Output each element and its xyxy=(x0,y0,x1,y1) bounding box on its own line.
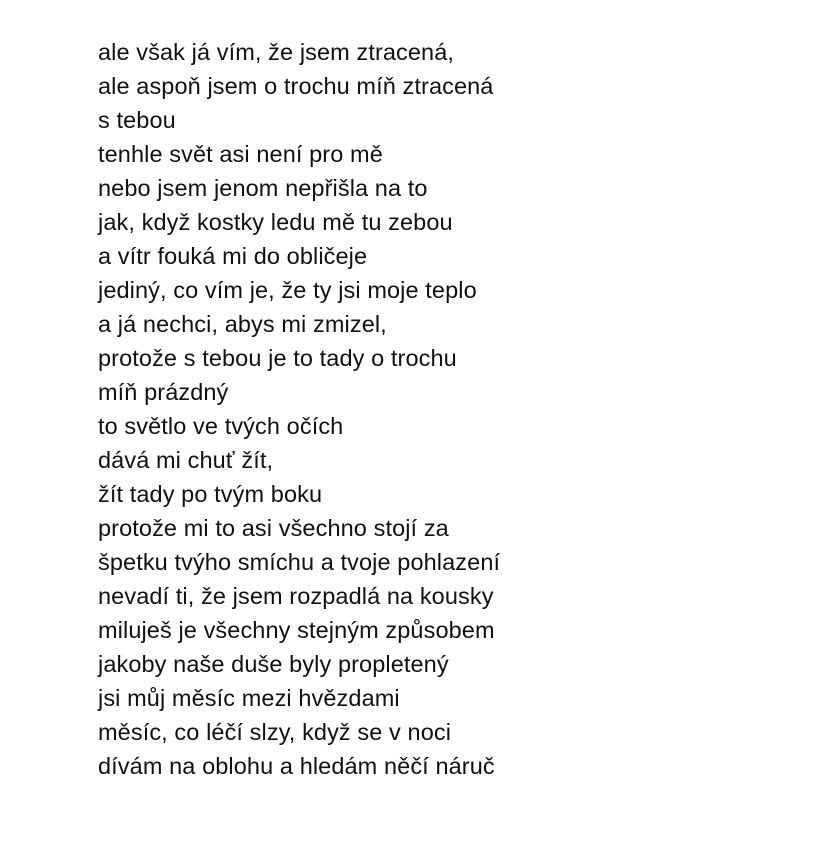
poem-line: to světlo ve tvých očích xyxy=(98,413,344,439)
poem-line: dává mi chuť žít, xyxy=(98,447,274,473)
poem-line: miluješ je všechny stejným způsobem xyxy=(98,617,495,643)
poem-line: dívám na oblohu a hledám něčí náruč xyxy=(98,753,495,779)
poem-line: s tebou xyxy=(98,107,176,133)
poem-line: špetku tvýho smíchu a tvoje pohlazení xyxy=(98,549,501,575)
poem-line: žít tady po tvým boku xyxy=(98,481,323,507)
poem-text xyxy=(98,35,798,783)
poem-line: míň prázdný xyxy=(98,379,229,405)
poem-line: nebo jsem jenom nepřišla na to xyxy=(98,175,428,201)
poem-line: nevadí ti, že jsem rozpadlá na kousky xyxy=(98,583,494,609)
poem-line: jak, když kostky ledu mě tu zebou xyxy=(98,209,453,235)
poem-line: ale aspoň jsem o trochu míň ztracená xyxy=(98,73,494,99)
poem-line: jediný, co vím je, že ty jsi moje teplo xyxy=(98,277,477,303)
poem-line: jsi můj měsíc mezi hvězdami xyxy=(98,685,400,711)
poem-line: a vítr fouká mi do obličeje xyxy=(98,243,368,269)
poem-line: ale však já vím, že jsem ztracená, xyxy=(98,39,455,65)
poem-line: a já nechci, abys mi zmizel, xyxy=(98,311,387,337)
poem-line: jakoby naše duše byly propletený xyxy=(98,651,449,677)
poem-line: měsíc, co léčí slzy, když se v noci xyxy=(98,719,452,745)
poem-line: protože mi to asi všechno stojí za xyxy=(98,515,449,541)
poem-line: protože s tebou je to tady o trochu xyxy=(98,345,457,371)
poem-line: tenhle svět asi není pro mě xyxy=(98,141,383,167)
